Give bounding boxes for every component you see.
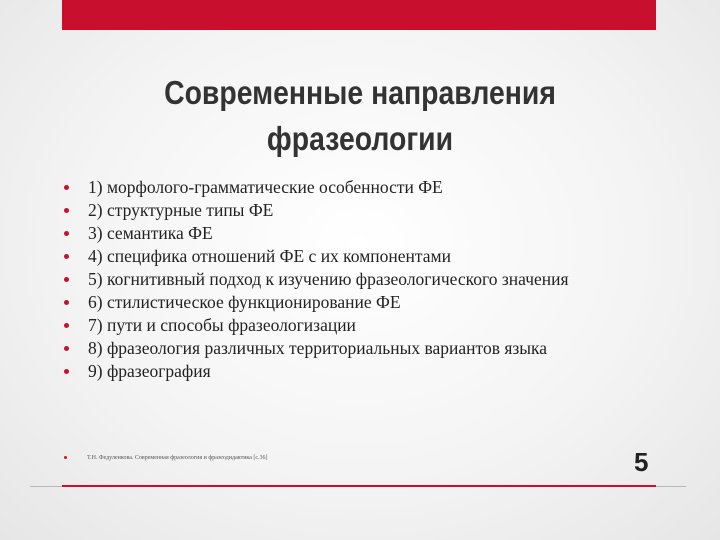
top-accent-bar bbox=[62, 0, 656, 30]
list-item-text: 1) морфолого-грамматические особенности ФЕ bbox=[88, 177, 443, 197]
list-item bbox=[80, 337, 620, 360]
bullet-icon bbox=[64, 369, 69, 374]
list-item bbox=[80, 314, 620, 337]
list-item-text: 3) семантика ФЕ bbox=[88, 223, 213, 243]
bullet-icon bbox=[64, 254, 69, 259]
bullet-icon bbox=[64, 346, 69, 351]
bottom-accent-rule bbox=[62, 485, 656, 487]
bullet-icon bbox=[64, 231, 69, 236]
list-item bbox=[80, 199, 620, 222]
list-item bbox=[80, 222, 620, 245]
list-item bbox=[80, 245, 620, 268]
footnote-row bbox=[60, 452, 560, 464]
source-footnote: Т.Н. Федуленкова. Современная фразеология и фразеодидактика [с.36] bbox=[87, 455, 268, 461]
list-item-text: 9) фразеография bbox=[88, 361, 211, 381]
bullet-icon bbox=[64, 185, 69, 190]
slide-number: 5 bbox=[634, 447, 649, 477]
list-item-text: 8) фразеология различных территориальных вариантов языка bbox=[88, 338, 548, 358]
list-item-text: 6) стилистическое функционирование ФЕ bbox=[88, 292, 401, 312]
slide-title-line-2: фразеологии bbox=[266, 120, 454, 157]
direction-list bbox=[80, 176, 620, 383]
bullet-icon bbox=[64, 300, 69, 305]
bullet-icon bbox=[64, 277, 69, 282]
bullet-icon bbox=[64, 208, 69, 213]
slide-title bbox=[102, 70, 618, 162]
list-item-text: 7) пути и способы фразеологизации bbox=[88, 315, 356, 335]
list-item-text: 5) когнитивный подход к изучению фразеологического значения bbox=[88, 269, 569, 289]
list-item-text: 2) структурные типы ФЕ bbox=[88, 200, 274, 220]
bullet-icon bbox=[64, 456, 67, 459]
list-item bbox=[80, 291, 620, 314]
list-item-text: 4) специфика отношений ФЕ с их компонентами bbox=[88, 246, 451, 266]
list-item bbox=[80, 176, 620, 199]
list-item bbox=[80, 360, 620, 383]
bullet-icon bbox=[64, 323, 69, 328]
list-item bbox=[80, 268, 620, 291]
slide-title-line-1: Современные направления bbox=[164, 74, 556, 111]
